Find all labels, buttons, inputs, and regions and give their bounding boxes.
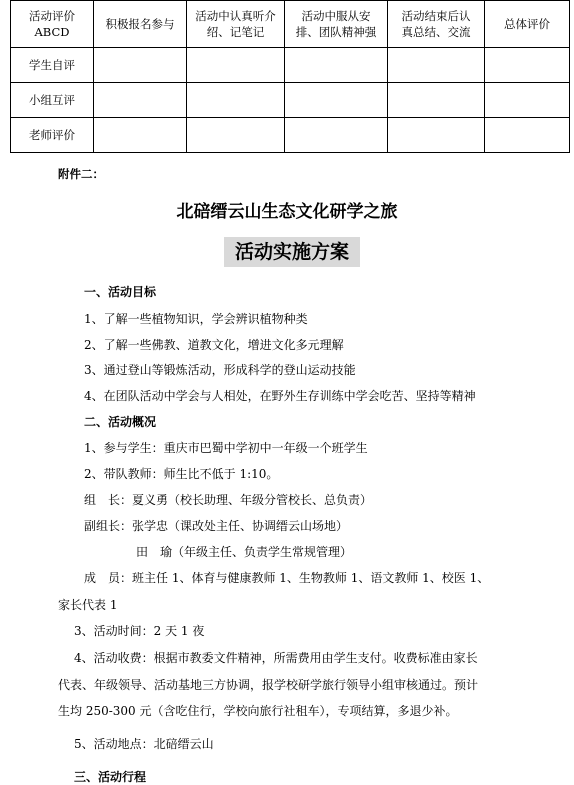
- header-cell: 积极报名参与: [94, 1, 187, 48]
- overview-item: 家长代表 1: [58, 598, 118, 612]
- header-cell: 活动结束后认 真总结、交流: [388, 1, 485, 48]
- header-cell: 总体评价: [485, 1, 570, 48]
- overview-item: 组 长：夏义勇（校长助理、年级分管校长、总负责）: [84, 493, 373, 507]
- table-cell: [285, 48, 388, 83]
- table-row: [11, 48, 570, 83]
- goal-item: 4、在团队活动中学会与人相处，在野外生存训练中学会吃苦、坚持等精神: [84, 389, 476, 403]
- table-cell: [388, 48, 485, 83]
- evaluation-table: [10, 0, 570, 153]
- table-cell: [187, 118, 285, 153]
- table-cell: [94, 48, 187, 83]
- overview-item: 田 瑜（年级主任、负责学生常规管理）: [136, 545, 353, 559]
- section-heading: 一、活动目标: [84, 285, 157, 299]
- section-heading: 三、活动行程: [74, 770, 147, 784]
- goal-item: 3、通过登山等锻炼活动，形成科学的登山运动技能: [84, 363, 356, 377]
- table-cell: [388, 83, 485, 118]
- table-cell: [187, 83, 285, 118]
- table-cell: [285, 118, 388, 153]
- overview-item: 代表、年级领导、活动基地三方协调，报学校研学旅行领导小组审核通过。预计: [58, 678, 479, 692]
- overview-item: 2、带队教师：师生比不低于 1:10。: [84, 467, 279, 481]
- attachment-label: 附件二：: [58, 167, 104, 181]
- goal-item: 2、了解一些佛教、道教文化，增进文化多元理解: [84, 338, 344, 352]
- table-row: [11, 118, 570, 153]
- table-cell: [94, 118, 187, 153]
- table-cell: [485, 83, 570, 118]
- table-cell: [285, 83, 388, 118]
- overview-item: 4、活动收费：根据市教委文件精神，所需费用由学生支付。收费标准由家长: [74, 651, 478, 665]
- header-cell: 活动中服从安 排、团队精神强: [285, 1, 388, 48]
- table-cell: [485, 118, 570, 153]
- document-subtitle: 活动实施方案: [224, 237, 360, 267]
- overview-item: 5、活动地点：北碚缙云山: [74, 737, 214, 751]
- row-label: 小组互评: [11, 83, 94, 118]
- table-header-row: [11, 1, 570, 48]
- section-heading: 二、活动概况: [84, 415, 157, 429]
- table-cell: [94, 83, 187, 118]
- overview-item: 成 员：班主任 1、体育与健康教师 1、生物教师 1、语文教师 1、校医 1、: [84, 571, 490, 585]
- overview-item: 生均 250-300 元（含吃住行，学校向旅行社租车），专项结算，多退少补。: [58, 704, 458, 718]
- overview-item: 副组长：张学忠（课改处主任、协调缙云山场地）: [84, 519, 349, 533]
- overview-item: 1、参与学生：重庆市巴蜀中学初中一年级一个班学生: [84, 441, 368, 455]
- row-label: 老师评价: [11, 118, 94, 153]
- row-label: 学生自评: [11, 48, 94, 83]
- header-cell: 活动评价 ABCD: [11, 1, 94, 48]
- overview-item: 3、活动时间：2 天 1 夜: [74, 624, 205, 638]
- header-cell: 活动中认真听介 绍、记笔记: [187, 1, 285, 48]
- table-cell: [485, 48, 570, 83]
- table-cell: [187, 48, 285, 83]
- table-cell: [388, 118, 485, 153]
- table-row: [11, 83, 570, 118]
- goal-item: 1、了解一些植物知识，学会辨识植物种类: [84, 312, 308, 326]
- document-title: 北碚缙云山生态文化研学之旅: [176, 202, 398, 222]
